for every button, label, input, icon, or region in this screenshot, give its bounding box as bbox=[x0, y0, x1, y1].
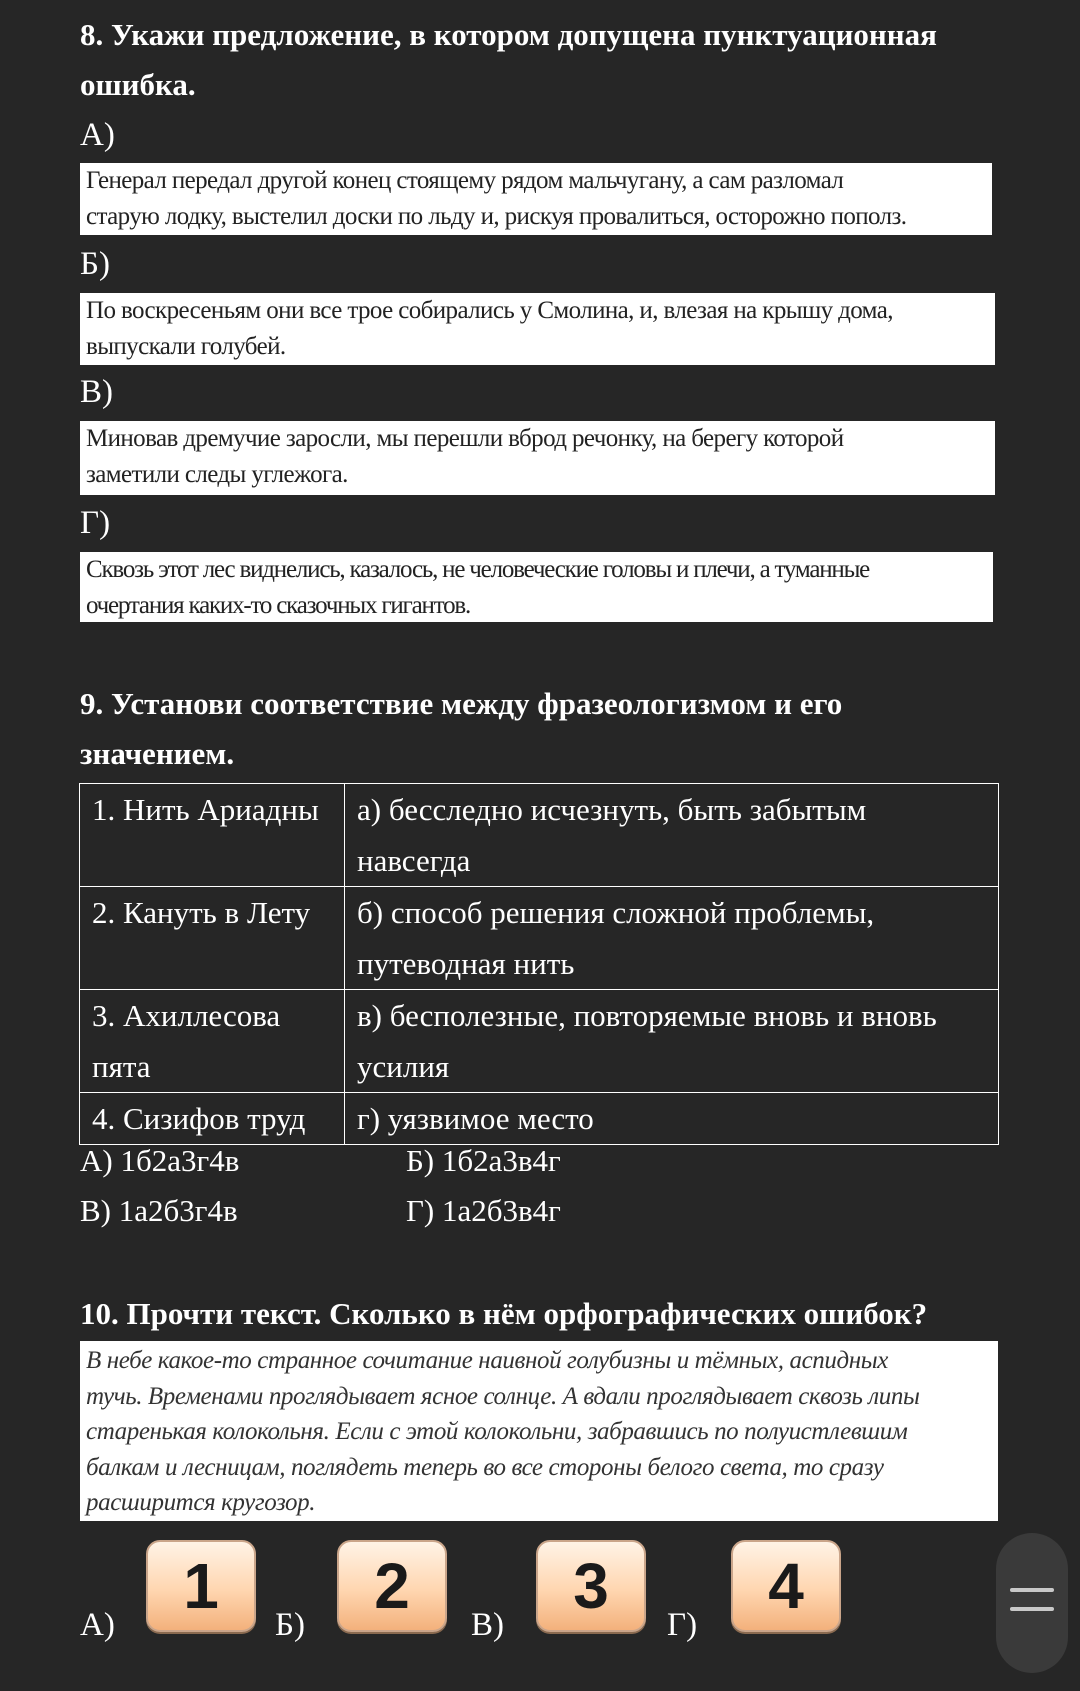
q8-option-b-box bbox=[80, 293, 995, 365]
table-cell-phrase: 4. Сизифов труд bbox=[80, 1093, 345, 1145]
q8-option-b-label: Б) bbox=[80, 246, 110, 282]
q9-answer-d: Г) 1а2б3в4г bbox=[406, 1193, 561, 1228]
table-cell-phrase: 2. Кануть в Лету bbox=[80, 887, 345, 990]
phraseology-table bbox=[79, 783, 999, 1145]
q9-answer-a: А) 1б2а3г4в bbox=[80, 1143, 240, 1178]
q10-title: 10. Прочти текст. Сколько в нём орфографических ошибок? bbox=[80, 1296, 928, 1331]
q10-text-line: балкам и лесницам, поглядеть теперь во все стороны белого света, то сразу bbox=[86, 1453, 884, 1481]
table-cell-phrase: 3. Ахиллесова пята bbox=[80, 990, 345, 1093]
q8-option-d-box bbox=[80, 552, 993, 622]
q8-option-a-box bbox=[80, 163, 992, 235]
q10-text-line: расширится кругозор. bbox=[86, 1489, 316, 1516]
q9-answer-b: Б) 1б2а3в4г bbox=[406, 1143, 561, 1178]
q8-title-line1: 8. Укажи предложение, в котором допущена пунктуационная bbox=[80, 17, 937, 52]
q8-option-c-line2: заметили следы углежога. bbox=[86, 461, 348, 488]
menu-icon bbox=[1010, 1588, 1054, 1592]
q8-option-c-label: В) bbox=[80, 374, 113, 410]
table-row bbox=[80, 990, 999, 1093]
answer-button-4[interactable]: 4 bbox=[731, 1540, 841, 1632]
choice-d-label: Г) bbox=[667, 1607, 698, 1643]
answer-button-1[interactable]: 1 bbox=[146, 1540, 256, 1632]
table-cell-phrase: 1. Нить Ариадны bbox=[80, 784, 345, 887]
table-cell-meaning: в) бесполезные, повторяемые вновь и вновь усилия bbox=[345, 990, 999, 1093]
q8-option-a-label: А) bbox=[80, 117, 115, 153]
q9-title-line1: 9. Установи соответствие между фразеологизмом и его bbox=[80, 686, 843, 721]
q9-answer-c: В) 1а2б3г4в bbox=[80, 1193, 238, 1228]
q8-option-b-line2: выпускали голубей. bbox=[86, 333, 286, 360]
choice-a-label: А) bbox=[80, 1607, 115, 1643]
answer-button-2[interactable]: 2 bbox=[337, 1540, 447, 1632]
table-row bbox=[80, 887, 999, 990]
q8-option-d-line2: очертания каких-то сказочных гигантов. bbox=[86, 592, 471, 619]
table-row bbox=[80, 1093, 999, 1145]
menu-icon bbox=[1010, 1607, 1054, 1611]
q10-text-line: тучь. Временами проглядывает ясное солнце. А вдали проглядывает сквозь липы bbox=[86, 1382, 920, 1410]
table-cell-meaning: г) уязвимое место bbox=[345, 1093, 999, 1145]
q8-option-a-line2: старую лодку, выстелил доски по льду и, рискуя провалиться, осторожно пополз. bbox=[86, 203, 907, 230]
table-row bbox=[80, 784, 999, 887]
table-cell-meaning: б) способ решения сложной проблемы, путеводная нить bbox=[345, 887, 999, 990]
q8-title-line2: ошибка. bbox=[80, 67, 196, 102]
q8-option-a-line1: Генерал передал другой конец стоящему рядом мальчугану, а сам разломал bbox=[86, 167, 844, 194]
q8-option-c-box bbox=[80, 421, 995, 495]
side-menu-handle[interactable] bbox=[996, 1533, 1068, 1673]
choice-b-label: Б) bbox=[275, 1607, 305, 1643]
q8-option-b-line1: По воскресеньям они все трое собирались у Смолина, и, влезая на крышу дома, bbox=[86, 297, 893, 324]
q9-title-line2: значением. bbox=[80, 736, 235, 771]
q10-text-line: В небе какое-то странное сочитание наивной голубизны и тёмных, аспидных bbox=[86, 1347, 888, 1374]
answer-button-3[interactable]: 3 bbox=[536, 1540, 646, 1632]
q10-text-line: старенькая колокольня. Если с этой колокольни, забравшись по полуистлевшим bbox=[86, 1418, 908, 1445]
q8-option-c-line1: Миновав дремучие заросли, мы перешли вброд речонку, на берегу которой bbox=[86, 425, 844, 452]
q8-option-d-line1: Сквозь этот лес виднелись, казалось, не человеческие головы и плечи, а туманные bbox=[86, 556, 870, 583]
table-cell-meaning: а) бесследно исчезнуть, быть забытым навсегда bbox=[345, 784, 999, 887]
q10-text-box bbox=[80, 1341, 998, 1521]
q8-option-d-label: Г) bbox=[80, 505, 111, 541]
choice-c-label: В) bbox=[471, 1607, 504, 1643]
